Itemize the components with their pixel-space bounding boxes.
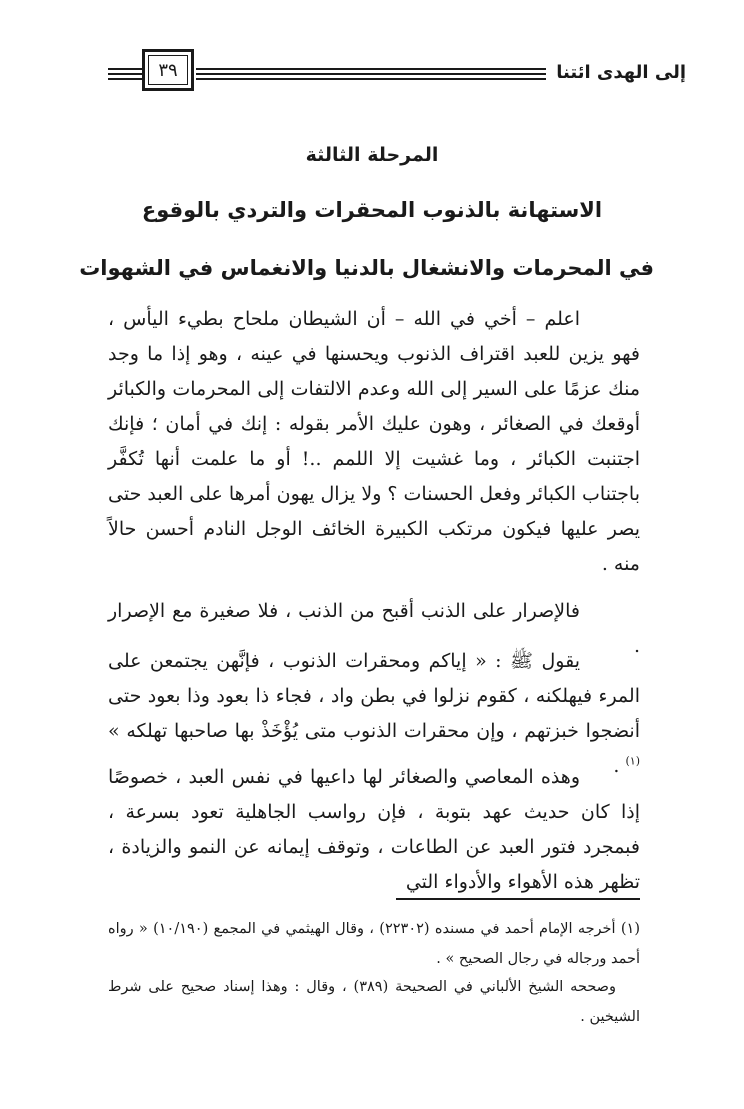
paragraph-3-hadith: يقول ﷺ : « إياكم ومحقرات الذنوب ، فإنَّهن يجتمعن على المرء فيهلكنه ، كقوم نزلوا في بطن واد ، فجاء ذا بعود وذا بعود حتى أنضجوا خبزتهم ، وإن محقرات الذنوب متى يُؤْخَذْ بها صاحبها تهلكه » $^{(١)}$ . — [108, 650, 640, 777]
header-rule-right — [196, 68, 546, 82]
page-number-box — [142, 49, 194, 91]
running-title: إلى الهدى ائتنا — [556, 62, 686, 83]
paragraph-1: اعلم – أخي في الله – أن الشيطان ملحاح بطيء اليأس ، فهو يزين للعبد اقتراف الذنوب ويحسنها في عينه ، وهو إذا ما وجد منك عزمًا على السير إلى الله وعدم الالتفات إلى المحرمات والكبائر أوقعك في الصغائر ، وهون عليك الأمر بقوله : إنك في أمان ؛ فإنك اجتنبت الكبائر ، وما غشيت إلا اللمم ..! أو ما علمت أنها تُكفَّر باجتناب الكبائر وفعل الحسنات ؟ ولا يزال يهون أمرها على العبد حتى يصر عليها فيكون مرتكب الكبيرة الخائف الوجل النادم أحسن حالاً منه . — [108, 308, 640, 575]
footnote-1-continuation: وصححه الشيخ الألباني في الصحيحة (٣٨٩) ، وقال : وهذا إسناد صحيح على شرط الشيخين . — [108, 979, 640, 1025]
header-rule-left — [108, 68, 146, 82]
stage-heading: المرحلة الثالثة — [305, 144, 439, 166]
paragraph-2: فالإصرار على الذنب أقبح من الذنب ، فلا صغيرة مع الإصرار . — [108, 600, 640, 657]
subtitle-line-2: في المحرمات والانشغال بالدنيا والانغماس في الشهوات — [79, 256, 654, 280]
paragraph-4: وهذه المعاصي والصغائر لها داعيها في نفس العبد ، خصوصًا إذا كان حديث عهد بتوبة ، فإن رواسب الجاهلية تعود بسرعة ، فبمجرد فتور العبد عن الطاعات ، وتوقف إيمانه عن النمو والزيادة ، تظهر هذه الأهواء والأدواء التي — [108, 766, 640, 893]
subtitle-line-1: الاستهانة بالذنوب المحقرات والتردي بالوقوع — [141, 198, 603, 222]
footnote-marker: (١) — [625, 754, 640, 768]
footnote-divider — [396, 898, 640, 900]
page-number: ٣٩ — [158, 59, 178, 81]
hadith-text: يقول ﷺ : « إياكم ومحقرات الذنوب ، فإنَّهن يجتمعن على المرء فيهلكنه ، كقوم نزلوا في بطن واد ، فجاء ذا بعود وذا بعود حتى أنضجوا خبزتهم ، وإن محقرات الذنوب متى يُؤْخَذْ بها صاحبها تهلكه » — [108, 650, 640, 742]
footnote-1: (١) أخرجه الإمام أحمد في مسنده (٢٢٣٠٢) ، وقال الهيثمي في المجمع (١٠/١٩٠) « رواه أحمد ورجاله في رجال الصحيح » . — [108, 921, 640, 967]
